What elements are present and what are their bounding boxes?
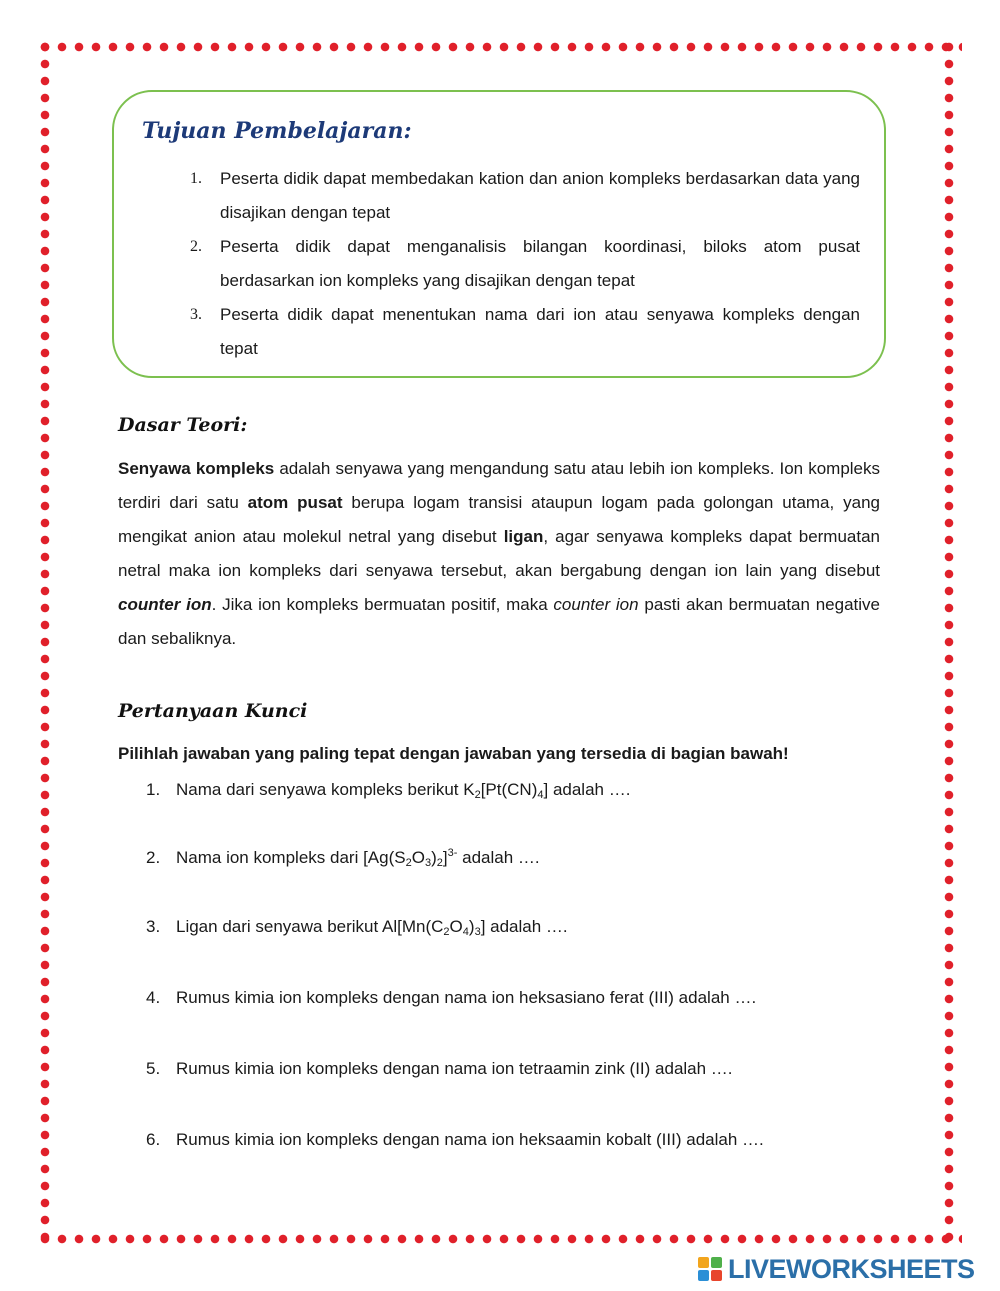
- subscript: 2: [474, 789, 481, 801]
- question-item: [146, 1130, 764, 1150]
- question-number: 4.: [146, 988, 161, 1007]
- logo-square: [711, 1270, 722, 1281]
- goal-number: 1.: [190, 170, 202, 187]
- subscript: 2: [405, 857, 412, 869]
- goal-text: Peserta didik dapat menentukan nama dari ion atau senyawa kompleks dengan tepat: [220, 305, 860, 358]
- question-item: [146, 988, 756, 1008]
- question-item: [146, 917, 568, 937]
- question-number: 6.: [146, 1130, 161, 1149]
- liveworksheets-brand[interactable]: [698, 1254, 975, 1284]
- term-senyawa-kompleks: Senyawa kompleks: [118, 459, 275, 478]
- question-text: ]: [442, 848, 448, 867]
- question-number: 5.: [146, 1059, 161, 1078]
- question-text: ] adalah ….: [480, 917, 568, 936]
- term-ligan: ligan: [503, 527, 544, 546]
- question-number: 2.: [146, 848, 161, 867]
- subscript: 4: [537, 789, 544, 801]
- subscript: 2: [443, 926, 450, 938]
- subscript: 2: [436, 857, 443, 869]
- question-text: ] adalah ….: [543, 780, 631, 799]
- superscript: 3-: [447, 847, 458, 859]
- question-text: Rumus kimia ion kompleks dengan nama ion heksasiano ferat (III) adalah ….: [176, 988, 757, 1007]
- questions-instruction: Pilihlah jawaban yang paling tepat dengan jawaban yang tersedia di bagian bawah!: [118, 744, 789, 763]
- question-text: Rumus kimia ion kompleks dengan nama ion tetraamin zink (II) adalah ….: [176, 1059, 733, 1078]
- dotted-border-top: [38, 40, 962, 54]
- logo-square: [698, 1270, 709, 1281]
- dotted-border-right: [942, 40, 956, 1246]
- logo-square: [711, 1257, 722, 1268]
- goal-number: 2.: [190, 238, 202, 255]
- goals-title: Tujuan Pembelajaran:: [142, 118, 412, 144]
- goal-item: [190, 162, 860, 230]
- question-text: ): [468, 917, 475, 936]
- question-text: ): [431, 848, 437, 867]
- question-item: [146, 848, 540, 868]
- term-atom-pusat: atom pusat: [247, 493, 343, 512]
- theory-text: . Jika ion kompleks bermuatan positif, maka: [211, 595, 554, 614]
- subscript: 3: [424, 857, 432, 869]
- questions-title: Pertanyaan Kunci: [118, 700, 308, 722]
- theory-text: adalah senyawa yang mengandung satu atau lebih ion kompleks. Ion kompleks terdiri dari satu: [118, 459, 881, 512]
- liveworksheets-wordmark: LIVEWORKSHEETS: [728, 1253, 975, 1284]
- term-counter-ion: counter ion: [118, 595, 212, 614]
- question-text: O: [411, 848, 425, 867]
- question-item: [146, 1059, 733, 1079]
- goal-text: Peserta didik dapat menganalisis bilangan koordinasi, biloks atom pusat berdasarkan ion kompleks yang disajikan dengan tepat: [220, 237, 860, 290]
- goal-item: [190, 298, 860, 366]
- dotted-border-left: [38, 40, 52, 1246]
- subscript: 4: [462, 926, 469, 938]
- theory-title: Dasar Teori:: [118, 414, 248, 436]
- question-number: 3.: [146, 917, 161, 936]
- liveworksheets-logo-icon: [698, 1257, 722, 1281]
- subscript: 3: [474, 926, 481, 938]
- question-text: Ligan dari senyawa berikut Al[Mn(C: [176, 917, 444, 936]
- question-text: O: [449, 917, 463, 936]
- logo-square: [698, 1257, 709, 1268]
- learning-goals-box: [112, 90, 886, 378]
- question-number: 1.: [146, 780, 161, 799]
- theory-text: pasti akan bermuatan negative dan sebaliknya.: [118, 595, 880, 648]
- goal-number: 3.: [190, 306, 202, 323]
- goal-text: Peserta didik dapat membedakan kation dan anion kompleks berdasarkan data yang disajikan dengan tepat: [220, 169, 860, 222]
- question-text: Nama dari senyawa kompleks berikut K: [176, 780, 475, 799]
- question-item: [146, 780, 630, 800]
- goals-list: [190, 162, 860, 366]
- goal-item: [190, 230, 860, 298]
- theory-text: , agar senyawa kompleks dapat bermuatan netral maka ion kompleks dari senyawa tersebut, akan bergabung dengan ion lain yang disebut: [118, 527, 881, 580]
- theory-paragraph: [118, 452, 880, 656]
- question-text: Rumus kimia ion kompleks dengan nama ion heksaamin kobalt (III) adalah ….: [176, 1130, 764, 1149]
- question-text: adalah ….: [457, 848, 540, 867]
- theory-text: berupa logam transisi ataupun logam pada golongan utama, yang mengikat anion atau molekul netral yang disebut: [118, 493, 880, 546]
- dotted-border-bottom: [38, 1232, 962, 1246]
- term-counter-ion-italic: counter ion: [553, 595, 639, 614]
- question-text: [Pt(CN): [480, 780, 538, 799]
- question-text: Nama ion kompleks dari [Ag(S: [176, 848, 406, 867]
